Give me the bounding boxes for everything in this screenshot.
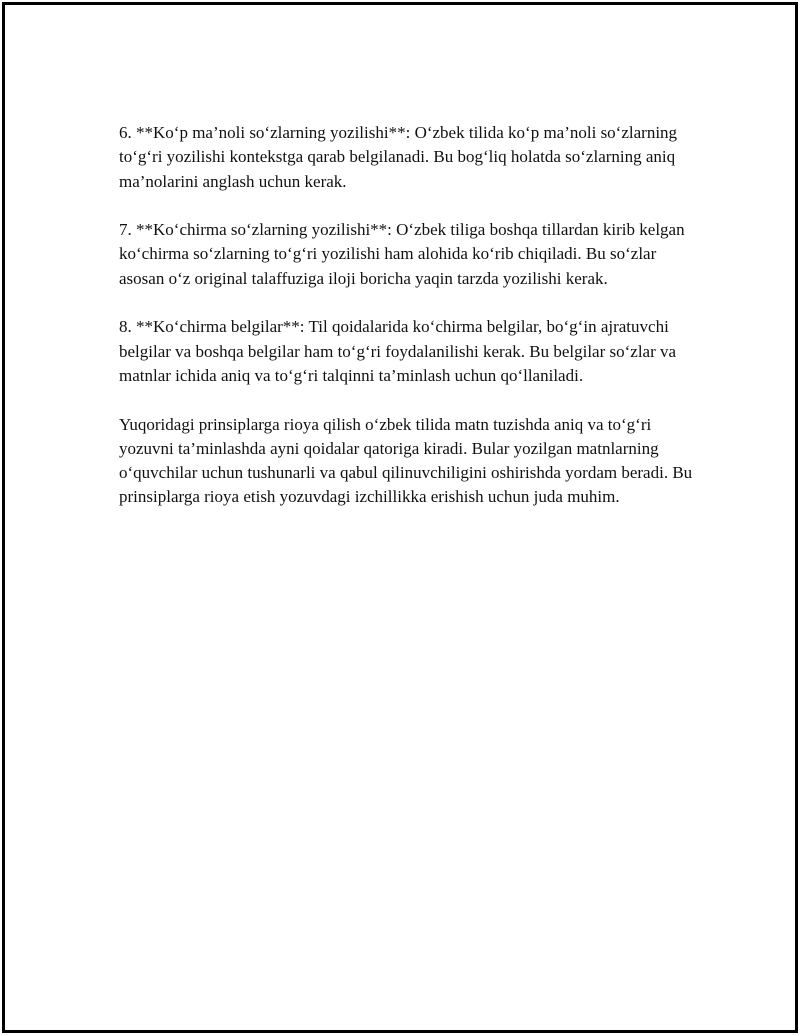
document-body bbox=[119, 121, 699, 534]
paragraph-7-loanwords: 7. **Ko‘chirma so‘zlarning yozilishi**: O‘zbek tiliga boshqa tillardan kirib kelgan ko‘chirma so‘zlarning to‘g‘ri yozilishi ham alohida ko‘rib chiqiladi. Bu so‘zlar asosan o‘z original talaffuziga iloji boricha yaqin tarzda yozilishi kerak. bbox=[119, 220, 685, 288]
paragraph-8-quotation-marks: 8. **Ko‘chirma belgilar**: Til qoidalarida ko‘chirma belgilar, bo‘g‘in ajratuvchi belgilar va boshqa belgilar ham to‘g‘ri foydalanilishi kerak. Bu belgilar so‘zlar va matnlar ichida aniq va to‘g‘ri talqinni ta’minlash uchun qo‘llaniladi. bbox=[119, 317, 677, 385]
page-frame bbox=[2, 2, 798, 1033]
paragraph-6-polysemous-words: 6. **Ko‘p ma’noli so‘zlarning yozilishi**: O‘zbek tilida ko‘p ma’noli so‘zlarning to‘g‘ri yozilishi kontekstga qarab belgilanadi. Bu bog‘liq holatda so‘zlarning aniq ma’nolarini anglash uchun kerak. bbox=[119, 123, 678, 191]
paragraph-conclusion: Yuqoridagi prinsiplarga rioya qilish o‘zbek tilida matn tuzishda aniq va to‘g‘ri yozuvni ta’minlashda ayni qoidalar qatoriga kiradi. Bular yozilgan matnlarning o‘quvchilar uchun tushunarli va qabul qilinuvchiligini oshirishda yordam beradi. Bu prinsiplarga rioya etish yozuvdagi izchillikka erishish uchun juda muhim. bbox=[119, 414, 693, 507]
